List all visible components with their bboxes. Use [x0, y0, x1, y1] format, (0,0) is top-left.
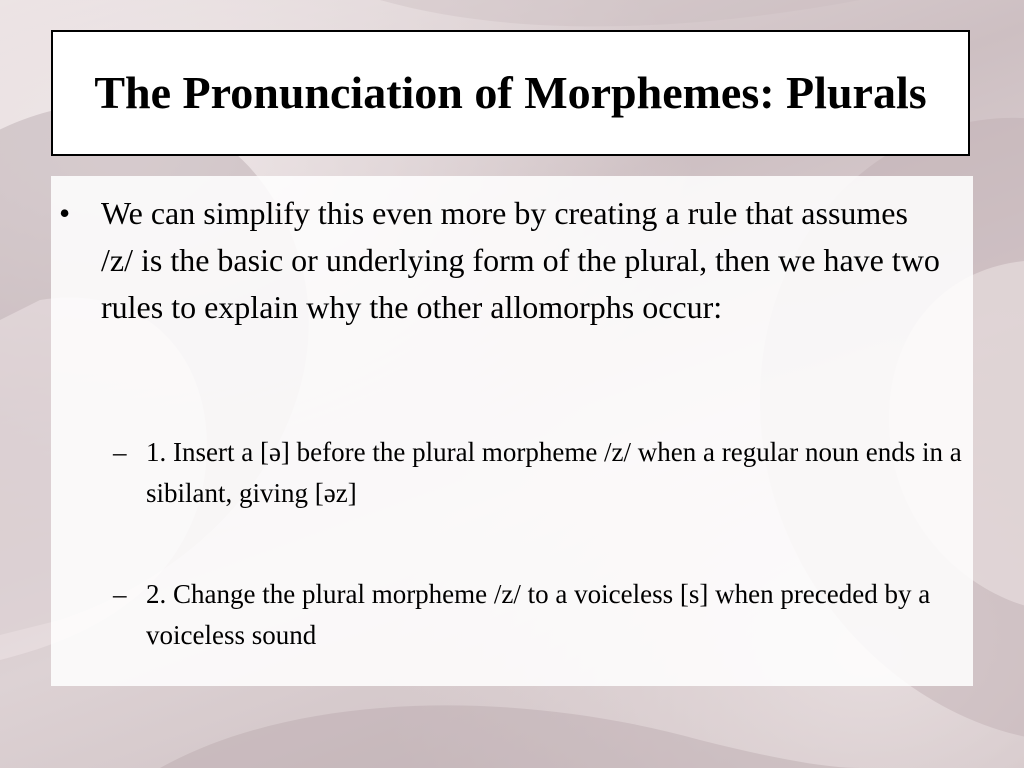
main-bullet-text: We can simplify this even more by creating a rule that assumes /z/ is the basic or underlying form of the plural, then we have two rules to explain why the other allomorphs occur:	[101, 195, 940, 325]
content-box	[51, 176, 973, 686]
bg-swirl-bottom	[160, 705, 860, 768]
bg-swirl-top	[380, 0, 860, 26]
sub-item-dash: –	[113, 579, 127, 609]
sub-item-voiceless-s	[51, 574, 973, 656]
bullet-marker: •	[59, 195, 71, 231]
sub-item-insert-schwa	[51, 432, 973, 514]
title-box	[51, 30, 970, 156]
slide-title: The Pronunciation of Morphemes: Plurals	[94, 67, 927, 118]
bullet-list	[51, 190, 973, 331]
sub-list-2	[51, 574, 973, 656]
sub-item-text: 2. Change the plural morpheme /z/ to a voiceless [s] when preceded by a voiceless sound	[146, 579, 931, 650]
sub-list-1	[51, 432, 973, 514]
sub-item-text: 1. Insert a [ə] before the plural morpheme /z/ when a regular noun ends in a sibilant, giving [əz]	[146, 437, 962, 508]
main-bullet	[51, 190, 973, 331]
sub-item-dash: –	[113, 437, 127, 467]
